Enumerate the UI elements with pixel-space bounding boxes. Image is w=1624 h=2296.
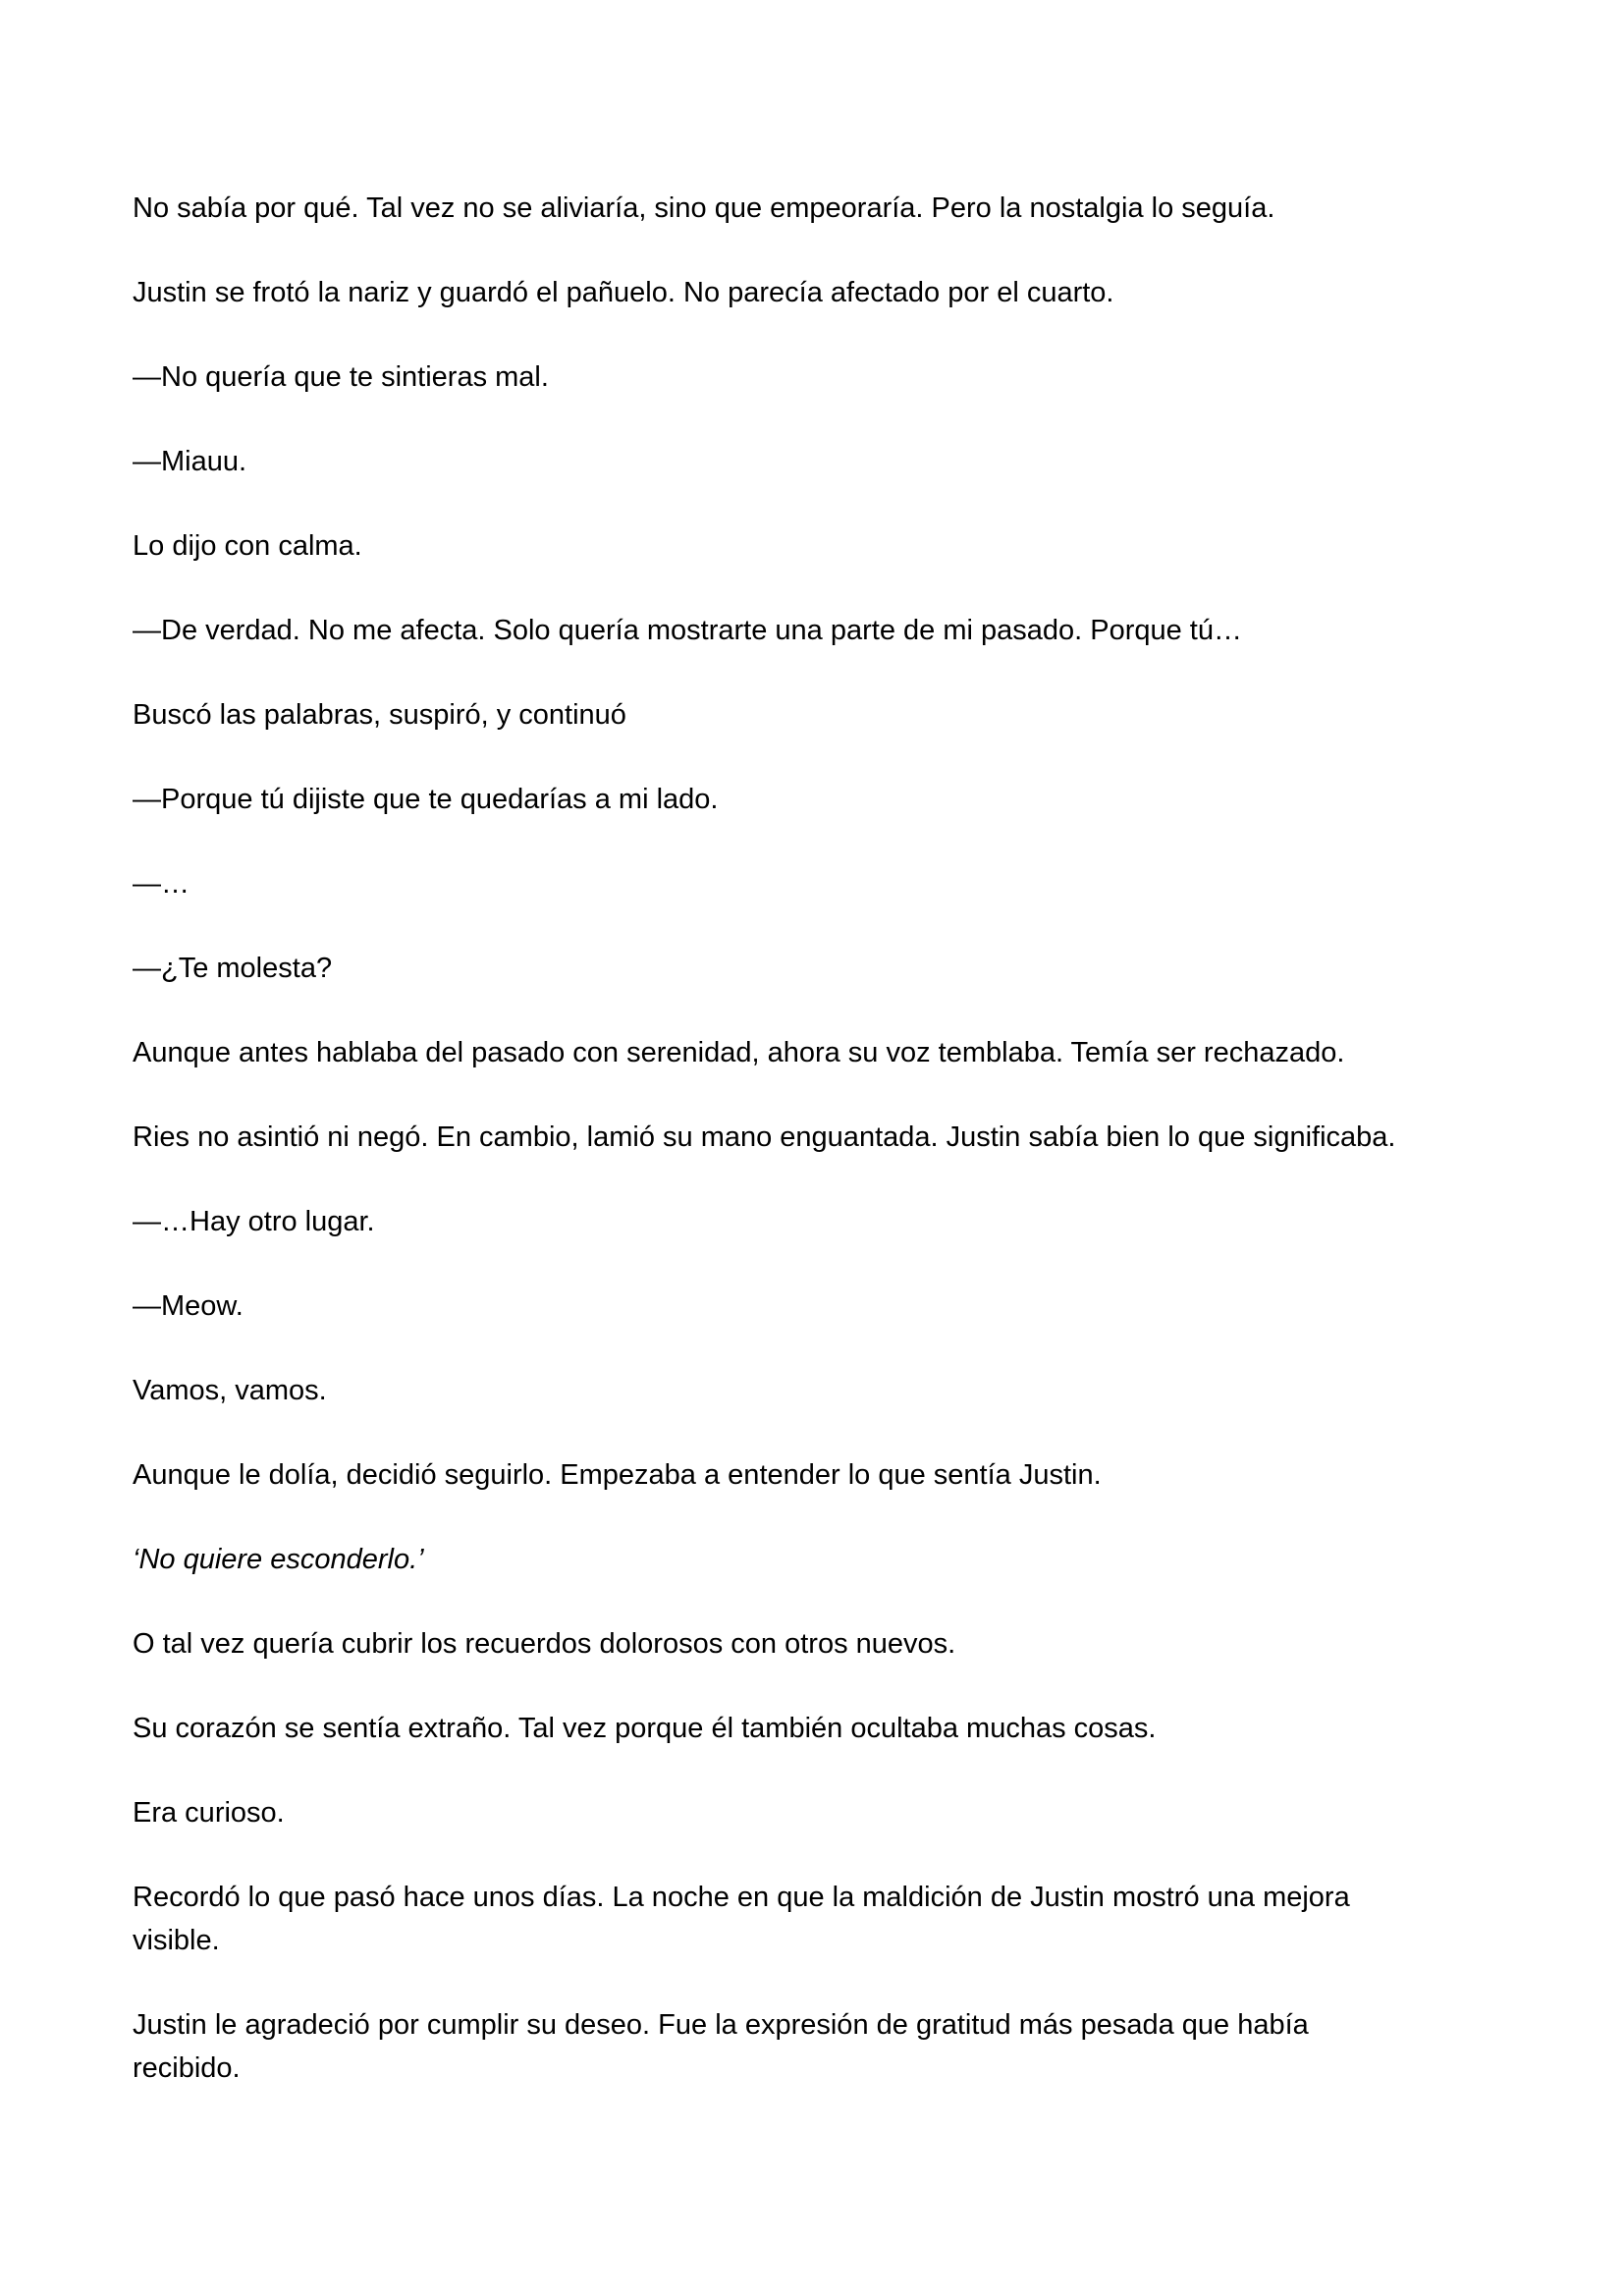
paragraph: Vamos, vamos.: [133, 1375, 327, 1406]
paragraph: Era curioso.: [133, 1797, 285, 1829]
paragraph: O tal vez quería cubrir los recuerdos dolorosos con otros nuevos.: [133, 1628, 956, 1660]
paragraph: Aunque le dolía, decidió seguirlo. Empezaba a entender lo que sentía Justin.: [133, 1459, 1102, 1491]
document-body: [133, 187, 1409, 2131]
paragraph: Justin se frotó la nariz y guardó el pañuelo. No parecía afectado por el cuarto.: [133, 277, 1114, 308]
paragraph: Buscó las palabras, suspiró, y continuó: [133, 699, 626, 731]
paragraph: —¿Te molesta?: [133, 953, 333, 984]
paragraph: —No quería que te sintieras mal.: [133, 361, 549, 393]
paragraph: —…: [133, 868, 189, 900]
paragraph: —De verdad. No me afecta. Solo quería mostrarte una parte de mi pasado. Porque tú…: [133, 615, 1242, 646]
paragraph: Aunque antes hablaba del pasado con serenidad, ahora su voz temblaba. Temía ser rechazado.: [133, 1037, 1345, 1068]
paragraph-italic: ‘No quiere esconderlo.’: [133, 1544, 424, 1575]
paragraph: —Meow.: [133, 1290, 244, 1322]
paragraph: Lo dijo con calma.: [133, 530, 362, 562]
paragraph: Recordó lo que pasó hace unos días. La noche en que la maldición de Justin mostró una mejora visible.: [133, 1882, 1358, 1956]
paragraph: —…Hay otro lugar.: [133, 1206, 375, 1237]
paragraph: —Porque tú dijiste que te quedarías a mi lado.: [133, 784, 719, 815]
paragraph: Su corazón se sentía extraño. Tal vez porque él también ocultaba muchas cosas.: [133, 1713, 1157, 1744]
paragraph: —Miauu.: [133, 446, 247, 477]
paragraph: Justin le agradeció por cumplir su deseo. Fue la expresión de gratitud más pesada que había recibido.: [133, 2009, 1317, 2084]
paragraph: Ries no asintió ni negó. En cambio, lamió su mano enguantada. Justin sabía bien lo que significaba.: [133, 1121, 1396, 1153]
paragraph: No sabía por qué. Tal vez no se aliviaría, sino que empeoraría. Pero la nostalgia lo seguía.: [133, 192, 1275, 224]
